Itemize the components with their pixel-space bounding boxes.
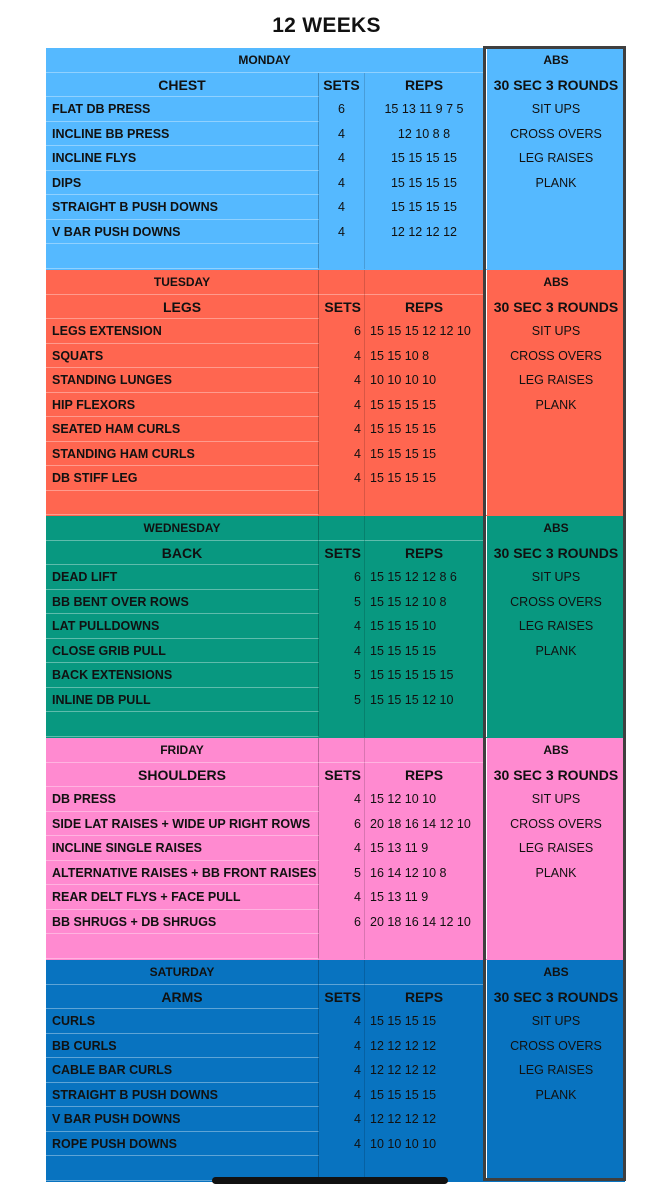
exercise-reps: 15 15 15 15 15 (370, 668, 454, 682)
exercise-row (46, 688, 625, 713)
exercise-name: INCLINE BB PRESS (46, 122, 319, 147)
abs-rounds: 30 SEC 3 ROUNDS (493, 988, 619, 1005)
blank-name (46, 934, 319, 959)
exercise-row (46, 1034, 625, 1059)
exercise-row (46, 344, 625, 369)
exercise-row (46, 1009, 625, 1034)
blank-sets (319, 712, 365, 737)
abs-exercise: CROSS OVERS (510, 1038, 602, 1053)
exercise-name: STRAIGHT B PUSH DOWNS (46, 195, 319, 220)
exercise-reps: 15 15 15 15 (370, 446, 437, 461)
exercise-reps: 12 12 12 12 (390, 224, 458, 239)
sets-header: SETS (319, 763, 365, 788)
exercise-row (46, 97, 625, 122)
exercise-sets: 4 (319, 417, 365, 442)
exercise-sets: 4 (319, 368, 365, 393)
blank-row (46, 934, 625, 959)
exercise-sets: 4 (319, 442, 365, 467)
day-row (46, 48, 625, 73)
exercise-name: SEATED HAM CURLS (46, 417, 319, 442)
exercise-sets: 4 (319, 195, 365, 220)
exercise-reps: 15 15 12 10 8 (370, 594, 447, 609)
day-label: TUESDAY (46, 270, 319, 295)
page-title: 12 WEEKS (272, 14, 381, 37)
reps-header: REPS (404, 988, 444, 1005)
abs-exercise: CROSS OVERS (510, 594, 602, 609)
exercise-reps: 15 15 15 15 (370, 643, 437, 658)
exercise-row (46, 910, 625, 935)
exercise-sets: 5 (319, 590, 365, 615)
exercise-row (46, 1132, 625, 1157)
abs-header: ABS (543, 53, 569, 67)
exercise-name: BB SHRUGS + DB SHRUGS (46, 910, 319, 935)
day-row-reps-blank (365, 270, 483, 295)
exercise-row (46, 836, 625, 861)
exercise-row (46, 466, 625, 491)
exercise-name: INCLINE FLYS (46, 146, 319, 171)
exercise-sets: 4 (319, 122, 365, 147)
exercise-sets: 4 (319, 220, 365, 245)
exercise-sets: 4 (319, 885, 365, 910)
abs-exercise: CROSS OVERS (510, 348, 602, 363)
sets-header: SETS (319, 985, 365, 1010)
abs-blank (487, 934, 625, 959)
abs-blank (487, 688, 625, 713)
exercise-sets: 4 (319, 836, 365, 861)
exercise-row (46, 639, 625, 664)
blank-name (46, 244, 319, 269)
day-label: MONDAY (46, 48, 483, 73)
header-row (46, 985, 625, 1010)
exercise-row (46, 417, 625, 442)
exercise-sets: 6 (319, 97, 365, 122)
abs-blank (487, 417, 625, 442)
exercise-reps: 15 15 15 15 (390, 175, 458, 190)
exercise-reps: 15 15 15 15 (390, 151, 458, 165)
exercise-reps: 15 15 15 15 (370, 1087, 437, 1102)
exercise-name: INCLINE SINGLE RAISES (46, 836, 319, 861)
exercise-reps: 15 13 11 9 7 5 (384, 102, 464, 116)
blank-row (46, 491, 625, 516)
exercise-sets: 4 (319, 1058, 365, 1083)
exercise-row (46, 220, 625, 245)
exercise-row (46, 1083, 625, 1108)
abs-exercise: PLANK (535, 175, 577, 190)
abs-exercise: SIT UPS (531, 570, 581, 584)
exercise-sets: 4 (319, 1083, 365, 1108)
exercise-reps: 15 15 10 8 (370, 348, 430, 363)
blank-reps (365, 244, 483, 269)
exercise-sets: 6 (319, 910, 365, 935)
exercise-sets: 4 (319, 639, 365, 664)
exercise-name: CURLS (46, 1009, 319, 1034)
exercise-row (46, 565, 625, 590)
exercise-sets: 4 (319, 1009, 365, 1034)
day-row-reps-blank (365, 516, 483, 541)
blank-name (46, 491, 319, 516)
muscle-group: CHEST (46, 73, 319, 98)
abs-exercise: CROSS OVERS (510, 816, 602, 831)
day-label: WEDNESDAY (46, 516, 319, 541)
day-row (46, 516, 625, 541)
exercise-reps: 15 15 15 15 (370, 422, 437, 436)
abs-blank (487, 712, 625, 737)
abs-exercise: LEG RAISES (518, 151, 594, 165)
blank-sets (319, 244, 365, 269)
day-row (46, 960, 625, 985)
exercise-reps: 15 15 15 12 12 10 (370, 324, 471, 338)
abs-blank (487, 195, 625, 220)
abs-header: ABS (543, 743, 569, 757)
day-label: FRIDAY (46, 738, 319, 763)
exercise-name: SIDE LAT RAISES + WIDE UP RIGHT ROWS (46, 812, 319, 837)
exercise-reps: 15 15 15 15 (370, 1014, 437, 1028)
exercise-reps: 15 15 15 10 (370, 619, 437, 633)
exercise-reps: 15 15 15 12 10 (370, 692, 454, 707)
exercise-reps: 16 14 12 10 8 (370, 865, 447, 880)
exercise-reps: 20 18 16 14 12 10 (370, 816, 471, 831)
abs-exercise: CROSS OVERS (510, 126, 602, 141)
exercise-name: BB CURLS (46, 1034, 319, 1059)
exercise-row (46, 171, 625, 196)
exercise-sets: 4 (319, 393, 365, 418)
abs-exercise: PLANK (535, 1087, 577, 1102)
exercise-name: V BAR PUSH DOWNS (46, 220, 319, 245)
exercise-reps: 15 15 15 15 (370, 397, 437, 412)
abs-exercise: PLANK (535, 397, 577, 412)
abs-blank (487, 1107, 625, 1132)
exercise-row (46, 812, 625, 837)
day-block-tuesday (46, 270, 625, 516)
day-label: SATURDAY (46, 960, 319, 985)
abs-rounds: 30 SEC 3 ROUNDS (493, 298, 619, 315)
header-row (46, 295, 625, 320)
exercise-sets: 5 (319, 861, 365, 886)
exercise-name: FLAT DB PRESS (46, 97, 319, 122)
workout-table (46, 48, 625, 1182)
exercise-row (46, 442, 625, 467)
exercise-reps: 15 12 10 10 (370, 792, 437, 806)
exercise-name: SQUATS (46, 344, 319, 369)
exercise-name: DB STIFF LEG (46, 466, 319, 491)
exercise-sets: 6 (319, 319, 365, 344)
muscle-group: BACK (46, 541, 319, 566)
abs-blank (487, 442, 625, 467)
abs-exercise: PLANK (535, 865, 577, 880)
day-row-sets-blank (319, 960, 365, 985)
day-row-reps-blank (365, 960, 483, 985)
reps-header: REPS (404, 544, 444, 561)
header-row (46, 541, 625, 566)
day-block-friday (46, 738, 625, 960)
exercise-name: CLOSE GRIB PULL (46, 639, 319, 664)
abs-exercise: PLANK (535, 643, 577, 658)
exercise-name: V BAR PUSH DOWNS (46, 1107, 319, 1132)
exercise-reps: 15 15 15 15 (370, 471, 437, 485)
abs-rounds: 30 SEC 3 ROUNDS (493, 76, 619, 93)
abs-exercise: LEG RAISES (518, 841, 594, 855)
exercise-sets: 4 (319, 466, 365, 491)
abs-header: ABS (543, 965, 569, 979)
exercise-reps: 12 12 12 12 (370, 1112, 437, 1126)
exercise-sets: 5 (319, 688, 365, 713)
abs-blank (487, 491, 625, 516)
reps-header: REPS (404, 766, 444, 783)
muscle-group: LEGS (46, 295, 319, 320)
exercise-row (46, 861, 625, 886)
header-row (46, 73, 625, 98)
exercise-reps: 15 15 12 12 8 6 (370, 570, 457, 584)
reps-header: REPS (404, 298, 444, 315)
blank-row (46, 244, 625, 269)
sets-header: SETS (319, 295, 365, 320)
reps-header: REPS (404, 76, 444, 93)
abs-exercise: LEG RAISES (518, 1063, 594, 1077)
abs-blank (487, 244, 625, 269)
exercise-reps: 12 10 8 8 (397, 126, 451, 141)
abs-blank (487, 885, 625, 910)
abs-blank (487, 663, 625, 688)
blank-sets (319, 934, 365, 959)
exercise-row (46, 1058, 625, 1083)
exercise-name: BB BENT OVER ROWS (46, 590, 319, 615)
exercise-name: ALTERNATIVE RAISES + BB FRONT RAISES (46, 861, 319, 886)
muscle-group: ARMS (46, 985, 319, 1010)
blank-reps (365, 712, 483, 737)
blank-name (46, 712, 319, 737)
exercise-sets: 6 (319, 565, 365, 590)
exercise-row (46, 590, 625, 615)
abs-exercise: SIT UPS (531, 324, 581, 338)
exercise-name: CABLE BAR CURLS (46, 1058, 319, 1083)
exercise-sets: 4 (319, 614, 365, 639)
abs-header: ABS (543, 521, 569, 535)
day-block-monday (46, 48, 625, 270)
exercise-sets: 5 (319, 663, 365, 688)
exercise-sets: 4 (319, 1107, 365, 1132)
exercise-sets: 6 (319, 812, 365, 837)
abs-blank (487, 910, 625, 935)
day-row-sets-blank (319, 738, 365, 763)
abs-exercise: LEG RAISES (518, 619, 594, 633)
exercise-name: STANDING HAM CURLS (46, 442, 319, 467)
blank-reps (365, 491, 483, 516)
exercise-row (46, 663, 625, 688)
exercise-reps: 10 10 10 10 (370, 373, 437, 387)
day-row (46, 270, 625, 295)
exercise-name: LEGS EXTENSION (46, 319, 319, 344)
exercise-reps: 15 13 11 9 (370, 841, 429, 855)
abs-blank (487, 1132, 625, 1157)
abs-rounds: 30 SEC 3 ROUNDS (493, 544, 619, 561)
exercise-name: ROPE PUSH DOWNS (46, 1132, 319, 1157)
muscle-group: SHOULDERS (46, 763, 319, 788)
exercise-row (46, 368, 625, 393)
exercise-sets: 4 (319, 1034, 365, 1059)
exercise-row (46, 614, 625, 639)
day-row-sets-blank (319, 516, 365, 541)
exercise-row (46, 319, 625, 344)
abs-exercise: SIT UPS (531, 792, 581, 806)
sets-header: SETS (319, 73, 365, 98)
exercise-reps: 15 15 15 15 (390, 200, 458, 214)
header-row (46, 763, 625, 788)
blank-sets (319, 491, 365, 516)
exercise-reps: 20 18 16 14 12 10 (370, 914, 471, 929)
exercise-row (46, 146, 625, 171)
exercise-name: DIPS (46, 171, 319, 196)
day-block-wednesday (46, 516, 625, 738)
home-indicator[interactable] (212, 1177, 448, 1184)
abs-blank (487, 466, 625, 491)
abs-rounds: 30 SEC 3 ROUNDS (493, 766, 619, 783)
abs-exercise: SIT UPS (531, 102, 581, 116)
exercise-name: DB PRESS (46, 787, 319, 812)
exercise-name: INLINE DB PULL (46, 688, 319, 713)
exercise-row (46, 195, 625, 220)
exercise-name: STRAIGHT B PUSH DOWNS (46, 1083, 319, 1108)
exercise-reps: 10 10 10 10 (370, 1136, 437, 1151)
abs-header: ABS (543, 275, 569, 289)
day-block-saturday (46, 960, 625, 1182)
exercise-row (46, 885, 625, 910)
exercise-name: LAT PULLDOWNS (46, 614, 319, 639)
abs-exercise: LEG RAISES (518, 373, 594, 387)
exercise-name: HIP FLEXORS (46, 393, 319, 418)
exercise-sets: 4 (319, 1132, 365, 1157)
blank-row (46, 712, 625, 737)
sets-header: SETS (319, 541, 365, 566)
exercise-reps: 12 12 12 12 (370, 1038, 437, 1053)
exercise-sets: 4 (319, 787, 365, 812)
blank-reps (365, 934, 483, 959)
abs-blank (487, 1156, 625, 1181)
exercise-row (46, 393, 625, 418)
exercise-sets: 4 (319, 146, 365, 171)
exercise-reps: 15 13 11 9 (370, 890, 429, 904)
abs-blank (487, 220, 625, 245)
exercise-name: STANDING LUNGES (46, 368, 319, 393)
abs-exercise: SIT UPS (531, 1014, 581, 1028)
day-row-sets-blank (319, 270, 365, 295)
day-row (46, 738, 625, 763)
exercise-row (46, 122, 625, 147)
exercise-reps: 12 12 12 12 (370, 1063, 437, 1077)
exercise-name: DEAD LIFT (46, 565, 319, 590)
exercise-row (46, 787, 625, 812)
day-row-reps-blank (365, 738, 483, 763)
exercise-sets: 4 (319, 344, 365, 369)
exercise-sets: 4 (319, 171, 365, 196)
exercise-row (46, 1107, 625, 1132)
exercise-name: REAR DELT FLYS + FACE PULL (46, 885, 319, 910)
exercise-name: BACK EXTENSIONS (46, 663, 319, 688)
